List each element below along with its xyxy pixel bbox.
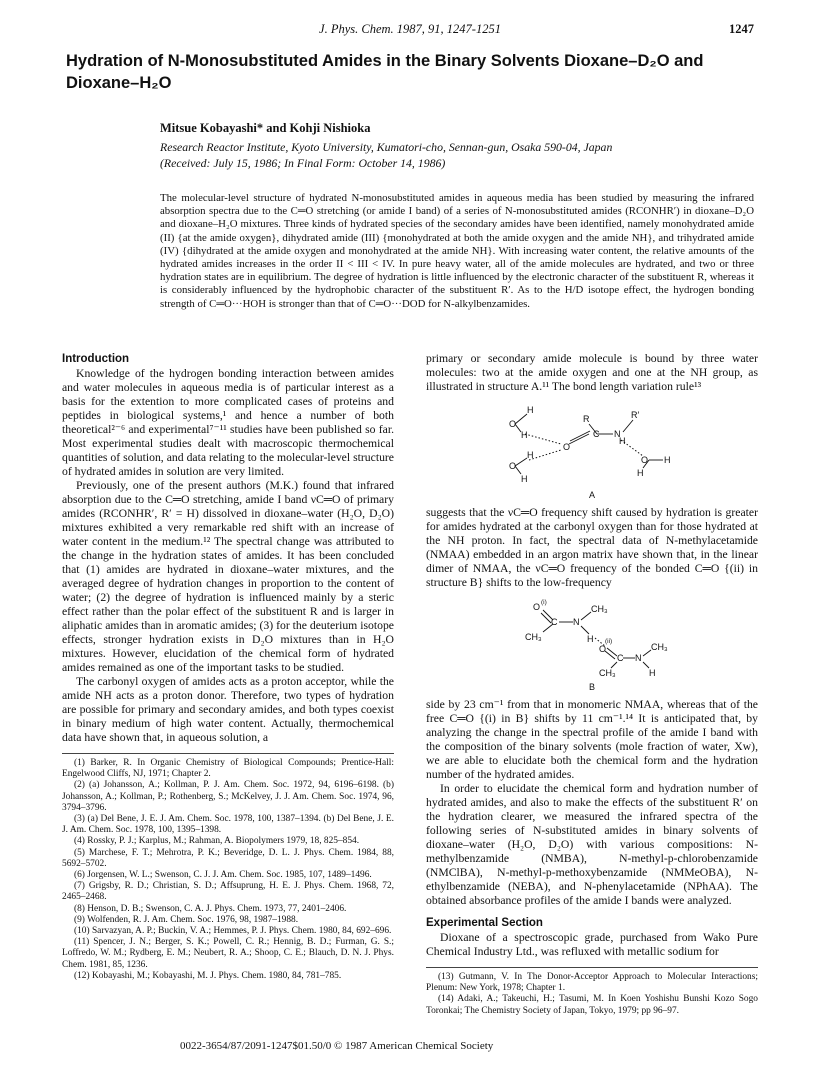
body-paragraph: Dioxane of a spectroscopic grade, purchased from Wako Pure Chemical Industry Ltd., was refluxed with metallic sodium for <box>426 931 758 958</box>
right-column <box>426 352 758 1017</box>
copyright-line: 0022-3654/87/2091-1247$01.50/0 © 1987 American Chemical Society <box>180 1040 494 1052</box>
footnote: (3) (a) Del Bene, J. E. J. Am. Chem. Soc. 1978, 100, 1387–1394. (b) Del Bene, J. E. J. Am. Chem. Soc. 1978, 100, 1395–1398. <box>62 814 394 836</box>
introduction-heading: Introduction <box>62 353 130 365</box>
footnote: (1) Barker, R. In Organic Chemistry of Biological Compounds; Prentice-Hall: Engelwood Cliffs, NJ, 1971; Chapter 2. <box>62 758 394 780</box>
atom-label: H <box>527 405 534 415</box>
page-number: 1247 <box>729 22 754 36</box>
atom-label: H <box>521 430 528 440</box>
affiliation-block <box>160 140 750 171</box>
atom-label: CH₃ <box>651 642 668 652</box>
atom-label: O <box>563 442 571 452</box>
footnote-divider <box>426 967 758 968</box>
atom-label: H <box>527 450 534 460</box>
running-head <box>66 22 754 38</box>
atom-label: H <box>664 455 671 465</box>
received-dates: (Received: July 15, 1986; In Final Form: October 14, 1986) <box>160 155 446 170</box>
structure-b-diagram <box>507 596 677 680</box>
atom-label: N <box>614 429 621 439</box>
footnote: (4) Rossky, P. J.; Karplus, M.; Rahman, A. Biopolymers 1979, 18, 825–854. <box>74 836 360 847</box>
atom-label: R′ <box>631 410 640 420</box>
body-paragraph: In order to elucidate the chemical form and hydration number of hydrated amides, and also to make the effects of the substituent R′ on the hydration clearer, we measured the infrared spectra of the following series of N-substituted amides in binary solvents of dioxane–water (H₂O, D₂O) with various compositions: N-methylbenzamide (NMBA), N-methyl-p-chlorobenzamide (NMClBA), N-methyl-p-methoxybenzamide (NMMeOBA), N-ethylbenzamide (NEBA), and N-phenylacetamide (NPhAA). The obtained absorbance profiles of the amide I bands were analyzed. <box>426 782 758 907</box>
footnote-divider <box>62 753 394 754</box>
atom-label: R <box>583 414 590 424</box>
left-column <box>62 352 394 982</box>
atom-label: H <box>521 474 528 484</box>
atom-label: C <box>551 617 558 627</box>
atom-label: C <box>593 429 600 439</box>
atom-label: H <box>649 668 656 678</box>
atom-label: H <box>587 634 594 644</box>
experimental-heading: Experimental Section <box>426 917 543 929</box>
atom-label: O <box>641 455 649 465</box>
atom-label: H <box>637 468 644 478</box>
footnote: (14) Adaki, A.; Takeuchi, H.; Tasumi, M. In Koen Yoshishu Bunshi Kozo Sogo Toronkai; The Chemistry Society of Japan, Tokyo, 1979; pp 96–97. <box>426 994 758 1016</box>
atom-label: O <box>509 419 517 429</box>
atom-label: O <box>533 602 541 612</box>
structure-a-figure <box>426 400 758 502</box>
atom-label: CH₃ <box>599 668 616 678</box>
footnote: (6) Jorgensen, W. L.; Swenson, C. J. J. Am. Chem. Soc. 1985, 107, 1489–1496. <box>74 870 372 881</box>
atom-label: CH₃ <box>591 604 608 614</box>
atom-label: (i) <box>541 599 547 606</box>
atom-label: (ii) <box>605 638 613 645</box>
affiliation: Research Reactor Institute, Kyoto University, Kumatori-cho, Sennan-gun, Osaka 590-04, Japan <box>160 140 613 154</box>
footnote-list <box>62 758 394 982</box>
footnote: (8) Henson, D. B.; Swenson, C. A. J. Phys. Chem. 1973, 77, 2401–2406. <box>74 903 347 914</box>
footnote: (10) Sarvazyan, A. P.; Buckin, V. A.; Hemmes, P. J. Phys. Chem. 1980, 84, 692–696. <box>74 926 392 937</box>
footnote: (5) Marchese, F. T.; Mehrotra, P. K.; Beveridge, D. L. J. Phys. Chem. 1984, 88, 5692–5702. <box>62 847 394 869</box>
atom-label: C <box>617 653 624 663</box>
body-paragraph: Knowledge of the hydrogen bonding interaction between amides and water molecules in aqueous media is of particular interest as a basis for the extention to more complicated cases of proteins and peptides in biological systems,¹ and hence a number of both theoretical²⁻⁶ and experimental⁷⁻¹¹ studies have been published so far. Most experimental studies dealt with macroscopic thermochemical quantities of solution, and data relating to the molecular-level structure of hydrated amides in solution are very limited. <box>62 367 394 478</box>
footnote: (9) Wolfenden, R. J. Am. Chem. Soc. 1976, 98, 1987–1988. <box>74 914 299 925</box>
journal-citation: J. Phys. Chem. 1987, 91, 1247-1251 <box>319 22 501 36</box>
author-list: Mitsue Kobayashi* and Kohji Nishioka <box>160 121 371 135</box>
structure-b-figure <box>426 596 758 694</box>
abstract: The molecular-level structure of hydrated N-monosubstituted amides in aqueous media has been studied by measuring the infrared absorption spectra due to the C═O stretching (or amide I band) of a series of N-monosubstituted amides (RCONHR′) in dioxane–D₂O and dioxane–H₂O mixtures. Three kinds of hydrated species of the secondary amides have been identified, namely monohydrated amide (II) {at the amide oxygen}, dihydrated amide (III) {monohydrated at both the amide oxygen and the amide NH}, and trihydrated amide (IV) {dihydrated at the amide oxygen and monohydrated at the amide NH}. With increasing water content, the relative amounts of the hydrated amides increases in the order II < III < IV. In pure heavy water, all of the amide molecules are hydrated, and two or three hydration states are in equilibrium. The degree of hydration is little influenced by the electronic character of the substituent R, whereas it is considerably influenced by the hydrophobic character of the substituent R′. As to the H/D isotope effect, the hydrogen bonding strength of C═O···HOH is stronger than that of C═O···DOD for N-alkylbenzamides. <box>160 192 754 310</box>
structure-a-label: A <box>588 490 595 500</box>
body-paragraph: suggests that the νC═O frequency shift caused by hydration is greater for amides hydrated at the carbonyl oxygen than for those hydrated at the NH proton. In fact, the spectral data of N-methylacetamide (NMAA) embedded in an argon matrix have shown that, in the linear dimer of NMAA, the νC═O frequency of the bonded C═O {(ii) in structure B} shifts to the low-frequency <box>426 506 758 589</box>
footnote: (11) Spencer, J. N.; Berger, S. K.; Powell, C. R.; Hennig, B. D.; Furman, G. S.; Loffredo, W. M.; Rydberg, E. M.; Neubert, R. A.; Shoop, C. E.; Blauch, D. N. J. Phys. Chem. 1981, 85, 1236. <box>62 937 394 970</box>
body-paragraph: side by 23 cm⁻¹ from that in monomeric NMAA, whereas that of the free C═O {(i) in B} shifts by 11 cm⁻¹.¹⁴ It is anticipated that, by analyzing the change in the spectral profile of the amide I band with the composition of the binary solvents (mole fraction of water, Xw), we are able to elucidate both the chemical form and the hydration number of the hydrated amides. <box>426 698 758 781</box>
footnote-list <box>426 972 758 1017</box>
atom-label: N <box>573 617 580 627</box>
body-paragraph: The carbonyl oxygen of amides acts as a proton acceptor, while the amide NH acts as a proton donor. Therefore, two types of hydration are possible for primary and secondary amides, and both types coexist in binary medium of high water content. Actually, thermochemical data have shown that, in aqueous solution, a <box>62 675 394 744</box>
structure-a-diagram <box>507 400 677 488</box>
body-paragraph: Previously, one of the present authors (M.K.) found that infrared absorption due to the C═O stretching, amide I band νC═O of primary amides (RCONHR′, R′ = H) dissolved in dioxane–water (H₂O, D₂O) mixtures exhibited a very remarkable red shift with an increase of water content in the medium.¹² The spectral change was attributed to the change in the hydration states of amides. It has been concluded that (1) amides are hydrated in dioxane–water mixtures, and the averaged degree of hydration changes in proportion to the content of water; (2) the degree of hydration is influenced mainly by a steric effect rather than the polar effect of the substituent R and is larger in aliphatic amides than in aromatic amides; (3) for the deuterium isotope effects, stronger hydration exists in D₂O mixtures than in H₂O mixtures. However, elucidation of the chemical form of hydrated amides remained as one of the important tasks to be studied. <box>62 479 394 674</box>
atom-label: O <box>509 461 517 471</box>
atom-label: H <box>619 436 626 446</box>
body-paragraph: primary or secondary amide molecule is bound by three water molecules: two at the amide oxygen and one at the NH group, as illustrated in structure A.¹¹ The bond length variation rule¹³ <box>426 352 758 393</box>
footnote: (2) (a) Johansson, A.; Kollman, P. J. Am. Chem. Soc. 1972, 94, 6196–6198. (b) Johansson, A.; Kollman, P.; Rothenberg, S.; McKelvey, J. J. Am. Chem. Soc. 1974, 96, 3794–3796. <box>62 780 394 813</box>
atom-label: O <box>599 644 607 654</box>
footnote: (7) Grigsby, R. D.; Christian, S. D.; Affsuprung, H. E. J. Phys. Chem. 1968, 72, 2465–2468. <box>62 881 394 903</box>
atom-label: N <box>635 653 642 663</box>
footnote: (13) Gutmann, V. In The Donor-Acceptor Approach to Molecular Interactions; Plenum: New York, 1978; Chapter 1. <box>426 972 758 994</box>
structure-b-label: B <box>588 682 595 692</box>
article-title: Hydration of N-Monosubstituted Amides in the Binary Solvents Dioxane–D₂O and Dioxane–H₂O <box>66 52 704 92</box>
footnote: (12) Kobayashi, M.; Kobayashi, M. J. Phys. Chem. 1980, 84, 781–785. <box>74 970 342 981</box>
atom-label: CH₃ <box>525 632 542 642</box>
